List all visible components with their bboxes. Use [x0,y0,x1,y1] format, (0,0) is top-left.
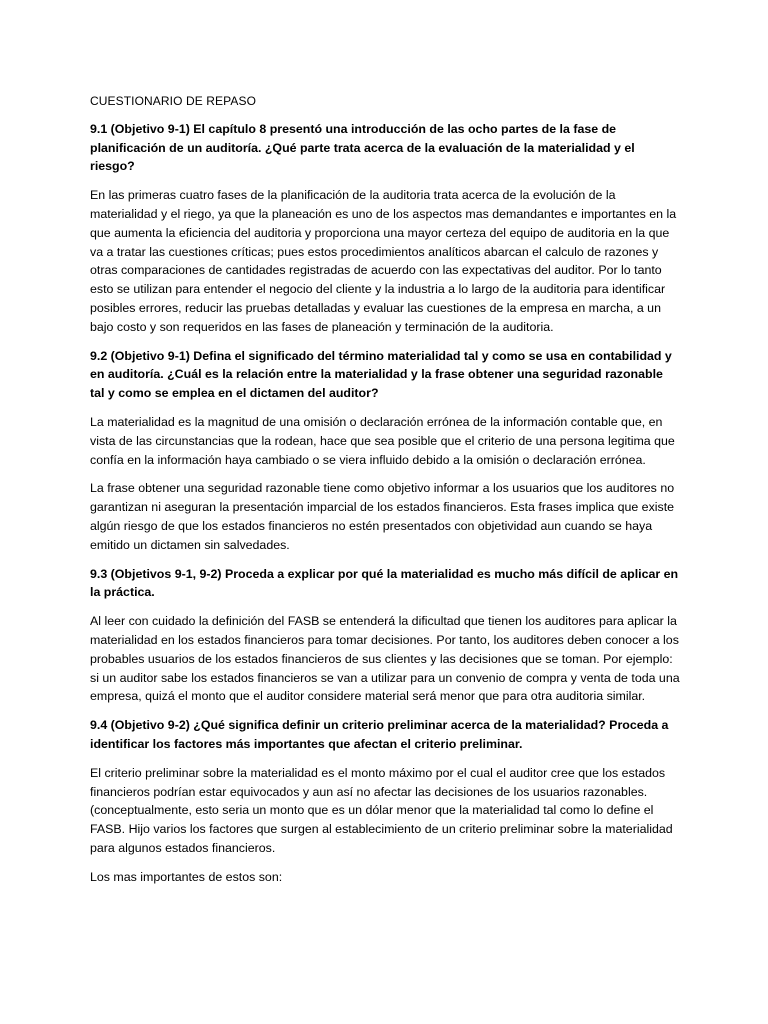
answer-9-1: En las primeras cuatro fases de la planificación de la auditoria trata acerca de la evolución de la materialidad y el riego, ya que la planeación es uno de los aspectos mas demandantes e importantes en la que aumenta la eficiencia del auditoria y proporciona una mayor certeza del equipo de auditoria en la que va a tratar las cuestiones críticas; pues estos procedimientos analíticos abarcan el calculo de razones y otras comparaciones de cantidades registradas de acuerdo con las expectativas del auditor. Por lo tanto esto se utilizan para entender el negocio del cliente y la industria a lo largo de la auditoria para identificar posibles errores, reducir las pruebas detalladas y evaluar las cuestiones de la empresa en marcha, a un bajo costo y son requeridos en las fases de planeación y terminación de la auditoria. [90,188,677,334]
closing-line: Los mas importantes de estos son: [90,869,283,884]
document-heading: CUESTIONARIO DE REPASO [90,94,257,108]
document-page [90,92,680,896]
question-9-1: 9.1 (Objetivo 9-1) El capítulo 8 presentó una introducción de las ocho partes de la fase de planificación de un auditoría. ¿Qué parte trata acerca de la evaluación de la materialidad y el riesgo? [90,121,635,174]
question-9-2: 9.2 (Objetivo 9-1) Defina el significado del término materialidad tal y como se usa en contabilidad y en auditoría. ¿Cuál es la relación entre la materialidad y la frase obtener una seguridad razonable tal y como se emplea en el dictamen del auditor? [90,348,672,401]
answer-9-2-seguridad-razonable: La frase obtener una seguridad razonable tiene como objetivo informar a los usuarios que los auditores no garantizan ni aseguran la presentación imparcial de los estados financieros. Esta frases implica que existe algún riesgo de que los estados financieros no estén presentados con objetividad aun cuando se haya emitido un dictamen sin salvedades. [90,481,675,552]
answer-9-3: Al leer con cuidado la definición del FASB se entenderá la dificultad que tienen los auditores para aplicar la materialidad en los estados financieros para tomar decisiones. Por tanto, los auditores deben conocer a los probables usuarios de los estados financieros de sus clientes y las decisiones que se toman. Por ejemplo: si un auditor sabe los estados financieros se van a utilizar para un convenio de compra y venta de toda una empresa, quizá el monto que el auditor considere material será menor que para otra auditoria similar. [90,614,680,704]
question-9-4: 9.4 (Objetivo 9-2) ¿Qué significa definir un criterio preliminar acerca de la materialidad? Proceda a identificar los factores más importantes que afectan el criterio preliminar. [90,718,669,751]
answer-9-2-materialidad: La materialidad es la magnitud de una omisión o declaración errónea de la información contable que, en vista de las circunstancias que la rodean, hace que sea posible que el criterio de una persona legitima que confía en la información haya cambiado o se viera influido debido a la omisión o declaración errónea. [90,414,675,467]
question-9-3: 9.3 (Objetivos 9-1, 9-2) Proceda a explicar por qué la materialidad es mucho más difícil de aplicar en la práctica. [90,566,679,600]
answer-9-4: El criterio preliminar sobre la materialidad es el monto máximo por el cual el auditor cree que los estados financieros podrían estar equivocados y aun así no afectar las decisiones de los usuarios razonables. (conceptualmente, esto seria un monto que es un dólar menor que la materialidad tal como lo define el FASB. Hijo varios los factores que surgen al establecimiento de un criterio preliminar sobre la materialidad para algunos estados financieros. [90,765,673,855]
